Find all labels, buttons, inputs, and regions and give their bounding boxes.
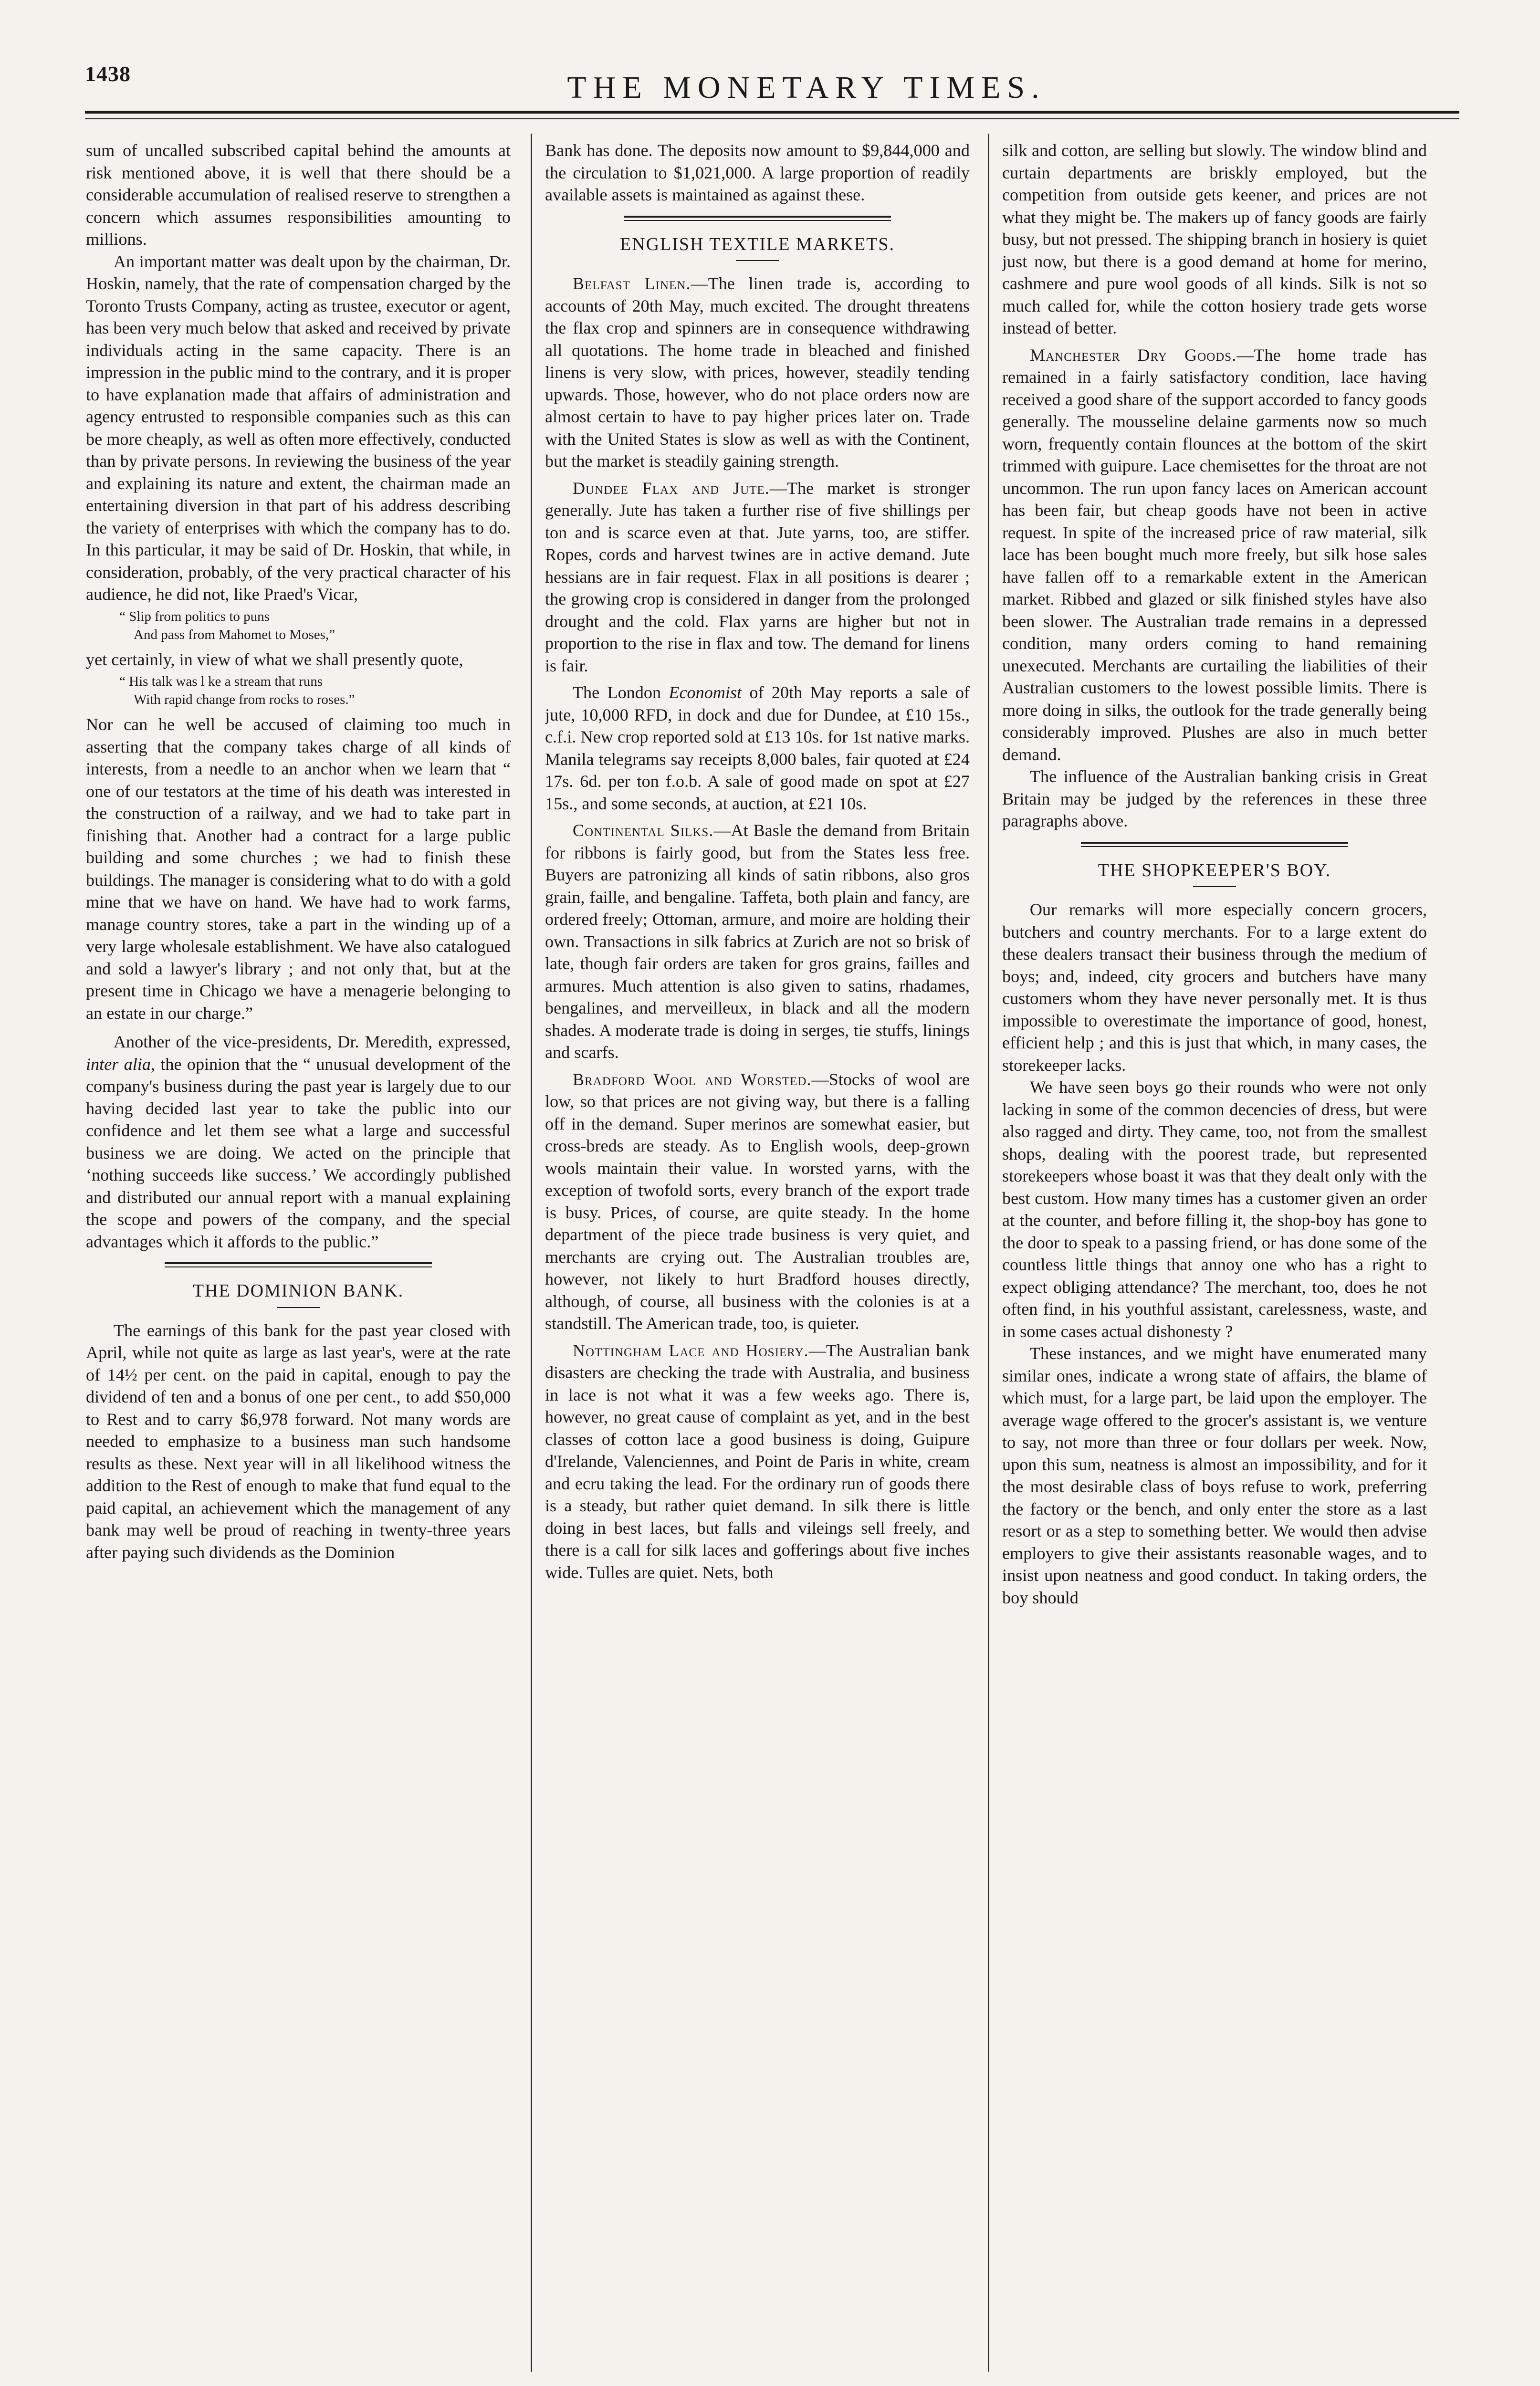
- verse-line: And pass from Mahomet to Moses,”: [134, 627, 335, 642]
- text-run: —The home trade has remained in a fairly satisfactory condition, lace having received a good share of the support accorded to fancy goods generally. The mousseline delaine garments now so much worn, frequently contain flounces at the bottom of the skirt trimmed with guipure. Lace chemisettes for the throat are not uncommon. The run upon fancy laces on American account has been fair, but cheap goods have not been in active request. In spite of the increased price of raw material, silk lace has been bought much more freely, but silk hose sales have fallen off to a remarkable extent in the American market. Ribbed and glazed or silk finished styles have also been slower. The Australian trade remains in a depressed condition, many orders coming to hand remaining unexecuted. Merchants are curtailing the liabilities of their Australian customers to the lowest possible limits. There is more doing in silks, the outlook for the trade generally being considerably improved. Plushes are also in much better demand.: [1002, 345, 1427, 764]
- run-in-label: Nottingham Lace and Hosiery.: [572, 1340, 809, 1360]
- paragraph: [545, 819, 970, 1064]
- run-in-label: Dundee Flax and Jute.: [572, 478, 770, 498]
- paragraph: yet certainly, in view of what we shall presently quote,: [86, 649, 463, 669]
- masthead-rule-thin: [85, 118, 1459, 119]
- masthead-title: THE MONETARY TIMES.: [567, 70, 1046, 105]
- text-run: —The market is stronger generally. Jute has taken a further rise of five shillings per ton and is scarce even at that. Jute yarns, too, are stiffer. Ropes, cords and harvest twines are in active demand. Jute hessians are in fair request. Flax in all positions is dearer ; the growing crop is considered in danger from the prolonged drought and the cold. Flax yarns are higher but not in proportion to the rise in flax and tow. The demand for linens is fair.: [545, 478, 970, 675]
- paragraph: These instances, and we might have enumerated many similar ones, indicate a wrong state of affairs, the blame of which must, for a large part, be laid upon the employer. The average wage offered to the grocer's assistant is, we venture to say, not more than three or four dollars per week. Now, upon this sum, neatness is almost an impossibility, and for it the most desirable class of boys refuse to work, preferring the factory or the bench, and only enter the store as a last resort or as a step to something better. We would then advise employers to give their assistants reasonable wages, and to insist upon neatness and good conduct. In taking orders, the boy should: [1002, 1344, 1427, 1607]
- section-heading: THE DOMINION BANK.: [192, 1281, 404, 1301]
- paragraph: [86, 1031, 511, 1253]
- paragraph: [545, 1340, 970, 1584]
- run-in-label: Continental Silks.: [572, 821, 714, 840]
- paragraph: [545, 477, 970, 677]
- section-separator: [624, 216, 891, 221]
- short-rule: [277, 1307, 320, 1308]
- italic-text: inter alia,: [86, 1054, 156, 1074]
- text-run: —The linen trade is, according to accounts of 20th May, much excited. The drought threatens the flax crop and spinners are in consequence withdrawing all quotations. The home trade in bleached and finished linens is very slow, with prices, however, steadily tending upwards. Those, however, who do not place orders now are almost certain to have to pay higher prices later on. Trade with the United States is slow as well as with the Continent, but the market is steadily gaining strength.: [545, 274, 970, 471]
- paragraph: Bank has done. The deposits now amount to $9,844,000 and the circulation to $1,021,000. A large proportion of readily available assets is maintained as against these.: [545, 141, 970, 204]
- column-3: [1002, 139, 1427, 2373]
- section-separator: [165, 1262, 432, 1267]
- page-number: 1438: [85, 62, 131, 86]
- verse-line: With rapid change from rocks to roses.”: [134, 692, 355, 707]
- verse-quote: [119, 607, 511, 644]
- paragraph: Our remarks will more especially concern grocers, butchers and country merchants. For to a large extent do these dealers transact their business through the medium of boys; and, indeed, city grocers and butchers have many customers whom they have never personally met. It is thus impossible to overestimate the importance of good, honest, efficient help ; and this is just that which, in many cases, the storekeeper lacks.: [1002, 900, 1427, 1075]
- column-divider-2: [988, 134, 989, 2372]
- column-divider-1: [531, 134, 532, 2372]
- column-2: [545, 139, 970, 2373]
- paragraph: The earnings of this bank for the past year closed with April, while not quite as large as last year's, were at the rate of 14½ per cent. on the paid in capital, enough to pay the dividend of ten and a bonus of one per cent., to add $50,000 to Rest and to carry $6,978 forward. Not many words are needed to emphasize to a business man such handsome results as these. Next year will in all likelihood witness the addition to the Rest of enough to make that fund equal to the paid capital, an achievement which the management of any bank may well be proud of reaching in twenty-three years after paying such dividends as the Dominion: [86, 1320, 511, 1562]
- text-run: the opinion that the “ unusual development of the company's business during the past year is largely due to our having decided last year to take the public into our confidence and let them see what a large and successful business we are doing. We acted on the principle that ‘nothing succeeds like success.’ We accordingly published and distributed our annual report with a manual explaining the scope and powers of the company, and the special advantages which it affords to the public.”: [86, 1054, 511, 1251]
- text-run: The London: [572, 683, 669, 702]
- paragraph: [545, 272, 970, 472]
- paragraph: [1002, 344, 1427, 766]
- text-run: Another of the vice-presidents, Dr. Meredith, expressed,: [113, 1032, 511, 1051]
- paragraph: We have seen boys go their rounds who were not only lacking in some of the common decencies of dress, but were also ragged and dirty. They came, too, not from the smallest shops, dealing with the poorest trade, but represented storekeepers whose boast it was that they dealt only with the best custom. How many times has a customer given an order at the counter, and before filling it, the shop-boy has gone to the door to speak to a passing friend, or has done some of the countless little things that annoy one who has a right to expect obliging attendance? The merchant, too, does he not often find, in his youthful assistant, carelessness, waste, and in some cases actual dishonesty ?: [1002, 1078, 1427, 1341]
- paragraph: Nor can he well be accused of claiming too much in asserting that the company takes charge of all kinds of interests, from a needle to an anchor when we learn that “ one of our testators at the time of his death was interested in the construction of a railway, and we had to take part in finishing that. Another had a contract for a large public building and some churches ; we had to finish these buildings. The manager is considering what to do with a gold mine that we have on hand. We have had to work farms, manage country stores, take a part in the winding up of a very large wholesale establishment. We have also catalogued and sold a lawyer's library ; and not only that, but at the present time in Chicago we have a menagerie belonging to an estate in our charge.”: [86, 715, 511, 1023]
- text-run: —The Australian bank disasters are checking the trade with Australia, and business in lace is not what it was a few weeks ago. There is, however, no great cause of complaint as yet, and in the best classes of cotton lace a good business is doing, Guipure d'Irelande, Valenciennes, and Point de Paris in white, cream and ecru taking the lead. For the ordinary run of goods there is a steady, but rather quiet demand. In silk there is little doing in best laces, but falls and vileings sell freely, and there is a call for silk laces and gofferings about five inches wide. Tulles are quiet. Nets, both: [545, 1340, 970, 1582]
- text-run: —Stocks of wool are low, so that prices are not giving way, but there is a falling off in the demand. Super merinos are somewhat easier, but cross-breds are steady. As to English wools, deep-grown wools maintain their value. In worsted yarns, with the exception of twofold sorts, every branch of the export trade is busy. Prices, of course, are quite steady. In the home department of the piece trade business is very quiet, and merchants are crying out. The Australian troubles are, however, not likely to hurt Bradford houses directly, although, of course, all business with the colonies is at a standstill. The American trade, too, is quieter.: [545, 1069, 970, 1333]
- verse-quote: [119, 672, 511, 709]
- verse-line: “ Slip from politics to puns: [119, 608, 270, 624]
- short-rule: [1193, 886, 1236, 887]
- run-in-label: Bradford Wool and Worsted.: [572, 1069, 812, 1089]
- section-heading: THE SHOPKEEPER'S BOY.: [1098, 860, 1331, 880]
- paragraph: [545, 1068, 970, 1335]
- section-separator: [1081, 842, 1348, 847]
- run-in-label: Manchester Dry Goods.: [1029, 345, 1237, 365]
- italic-text: Economist: [669, 683, 742, 702]
- text-run: of 20th May reports a sale of jute, 10,000 RFD, in dock and due for Dundee, at £10 15s., c.f.i. New crop reported sold at £13 10s. for 1st native marks. Manila telegrams say receipts 8,000 bales, fair quoted at £24 17s. 6d. per ton f.o.b. A sale of good made on spot at £27 15s., and some seconds, at auction, at £21 10s.: [545, 683, 970, 813]
- verse-line: “ His talk was l ke a stream that runs: [119, 674, 323, 689]
- column-1: [86, 139, 511, 2373]
- paragraph: An important matter was dealt upon by the chairman, Dr. Hoskin, namely, that the rate of compensation charged by the Toronto Trusts Company, acting as trustee, executor or agent, has been very much below that asked and received by private individuals acting in the same capacity. There is an impression in the public mind to the contrary, and it is proper to have explanation made that affairs of administration and agency entrusted to responsible companies such as this can be more cheaply, as well as often more effectively, conducted than by private persons. In reviewing the business of the year and explaining its nature and extent, the chairman made an entertaining diversion in that part of his address describing the variety of enterprises with which the company has to do. In this particular, it may be said of Dr. Hoskin, that while, in consideration, probably, of the very practical character of his audience, he did not, like Praed's Vicar,: [86, 251, 511, 604]
- paragraph: The influence of the Australian banking crisis in Great Britain may be judged by the references in these three paragraphs above.: [1002, 767, 1427, 830]
- masthead-rule-thick: [85, 111, 1459, 114]
- text-run: —At Basle the demand from Britain for ribbons is fairly good, but from the States less free. Buyers are patronizing all kinds of satin ribbons, also gros grain, faille, and bengaline. Taffeta, both plain and fancy, are ordered freely; Ottoman, armure, and moire are holding their own. Transactions in silk fabrics at Zurich are not so brisk of late, though fair orders are taken for gros grains, failles and armures. Much attention is also given to satins, rhadames, bengalines, and merveilleux, in black and all the modern shades. A moderate trade is doing in serges, tie stuffs, linings and scarfs.: [545, 821, 970, 1062]
- short-rule: [736, 260, 779, 261]
- run-in-label: Belfast Linen.: [572, 274, 691, 293]
- section-heading: ENGLISH TEXTILE MARKETS.: [619, 234, 895, 254]
- paragraph: sum of uncalled subscribed capital behind the amounts at risk mentioned above, it is well that there should be a considerable accumulation of realised reserve to strengthen a concern which assumes responsibilities amounting to millions.: [86, 141, 511, 249]
- paragraph: [545, 681, 970, 815]
- paragraph: silk and cotton, are selling but slowly. The window blind and curtain departments are briskly employed, but the competition from outside gets keener, and prices are not what they might be. The makers up of fancy goods are fairly busy, but not pressed. The shipping branch in hosiery is quiet just now, but there is a good demand at home for merino, cashmere and pure wool goods of all kinds. Silk is not so much called for, while the cotton hosiery trade gets worse instead of better.: [1002, 141, 1427, 337]
